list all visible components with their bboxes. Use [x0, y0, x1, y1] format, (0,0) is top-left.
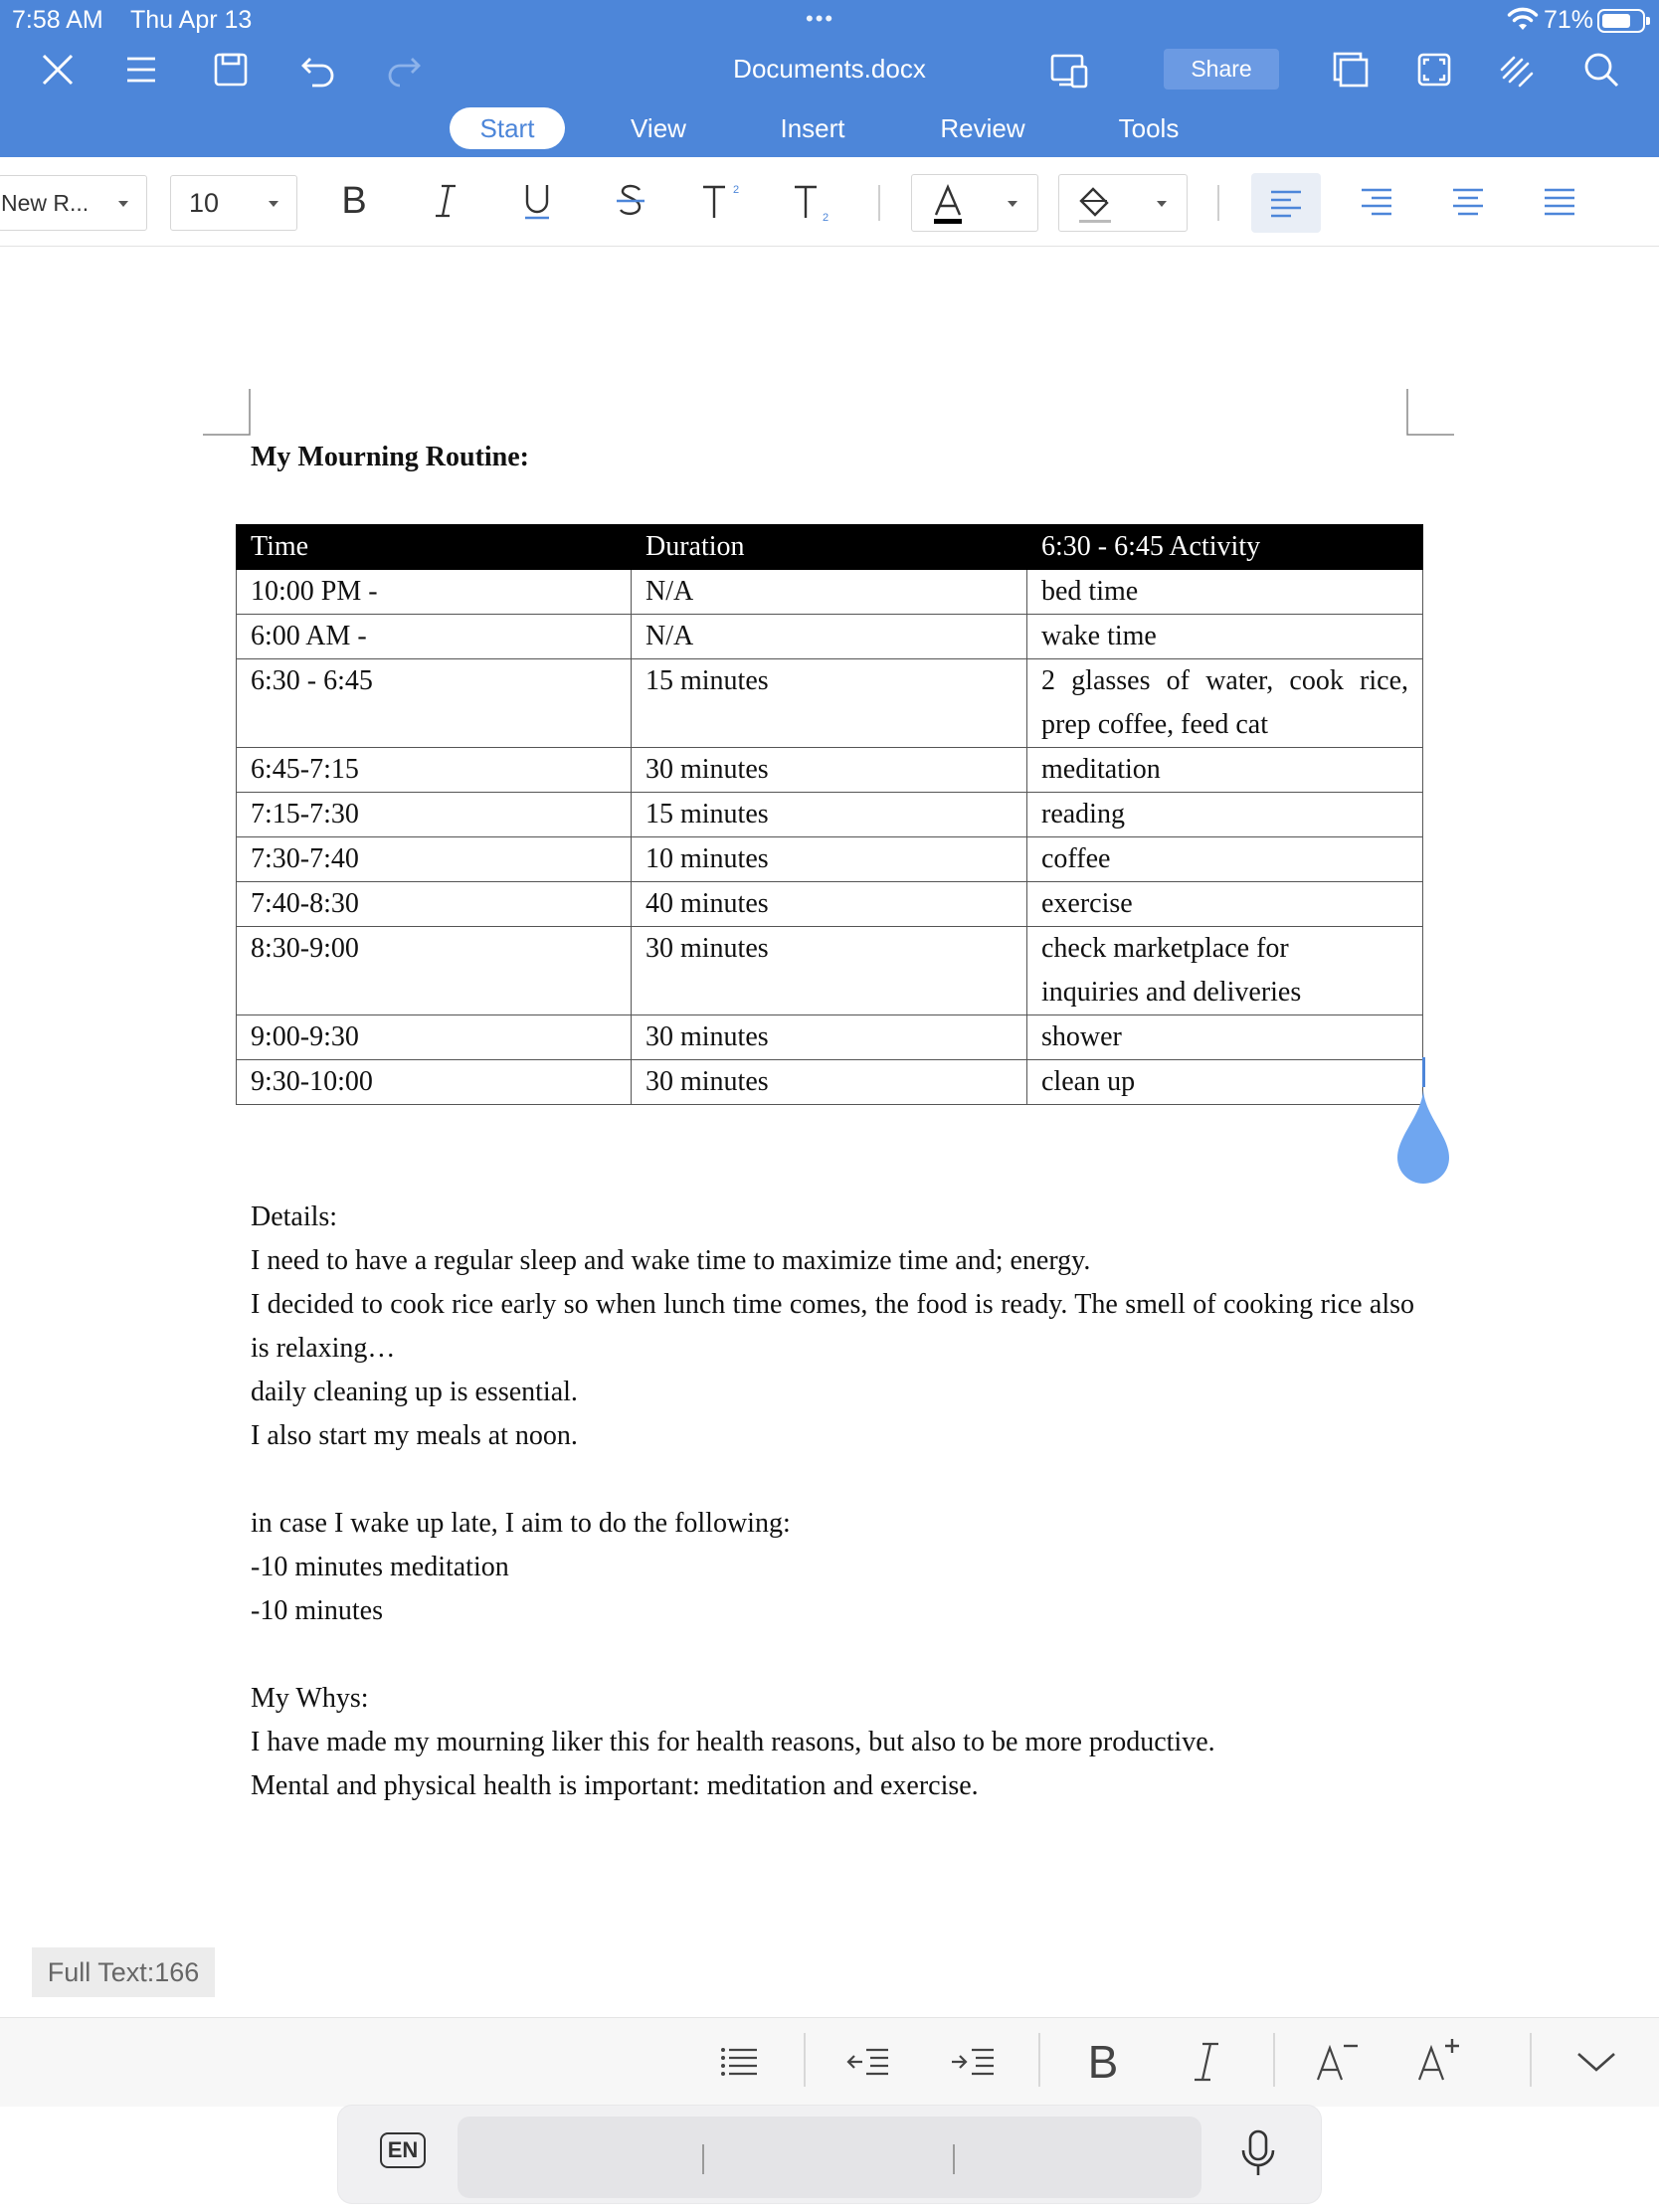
dismiss-keyboard-button[interactable]: [1564, 2029, 1629, 2095]
chevron-down-icon: [1570, 2036, 1622, 2088]
tab-start[interactable]: Start: [450, 107, 565, 149]
close-icon: [38, 50, 78, 90]
table-cell[interactable]: 9:00-9:30: [237, 1015, 632, 1060]
paragraph: in case I wake up late, I aim to do the following:: [251, 1508, 791, 1539]
tab-tools[interactable]: Tools: [1118, 112, 1180, 143]
toolbar-divider: [1273, 2033, 1275, 2087]
table-row: [237, 793, 1423, 837]
outdent-icon: [842, 2036, 894, 2088]
superscript-button[interactable]: [690, 171, 750, 231]
bold-icon: [331, 178, 377, 224]
table-cell[interactable]: 9:30-10:00: [237, 1060, 632, 1105]
redo-button[interactable]: [382, 48, 426, 92]
copy-pages-icon: [1331, 50, 1371, 90]
underline-icon: [514, 178, 560, 224]
font-color-select[interactable]: [911, 174, 1038, 232]
ribbon-tabs: [0, 105, 1659, 153]
italic-icon: [1181, 2036, 1232, 2088]
highlight-color-select[interactable]: [1058, 174, 1188, 232]
close-button[interactable]: [36, 48, 80, 92]
suggestion-divider: [702, 2144, 704, 2174]
toolbar-divider: [1217, 185, 1219, 221]
bullet-list-button[interactable]: [706, 2029, 772, 2095]
italic-button[interactable]: [416, 171, 475, 231]
table-cell[interactable]: exercise: [1027, 882, 1423, 927]
font-decrease-icon: [1312, 2036, 1364, 2088]
cell-line: check marketplace for: [1041, 933, 1289, 964]
table-cell[interactable]: [1027, 659, 1423, 748]
toolbar-divider: [1530, 2033, 1532, 2087]
table-cell[interactable]: wake time: [1027, 615, 1423, 659]
chevron-down-icon: [118, 201, 128, 207]
paragraph: -10 minutes: [251, 1595, 383, 1626]
table-cell[interactable]: 15 minutes: [632, 793, 1027, 837]
toolbar-divider: [878, 185, 880, 221]
table-cell[interactable]: bed time: [1027, 570, 1423, 615]
table-cell[interactable]: 30 minutes: [632, 748, 1027, 793]
paragraph: My Whys:: [251, 1683, 369, 1714]
redo-icon: [384, 50, 424, 90]
underline-button[interactable]: [507, 171, 567, 231]
align-right-icon: [1354, 178, 1399, 224]
list-icon: [713, 2036, 765, 2088]
paragraph: Mental and physical health is important: meditation and exercise.: [251, 1770, 979, 1801]
table-row: [237, 748, 1423, 793]
decrease-font-button[interactable]: [1305, 2029, 1371, 2095]
status-bar: [0, 0, 1659, 40]
paint-bucket-icon: [1073, 183, 1117, 225]
table-row: [237, 882, 1423, 927]
chevron-down-icon: [1157, 201, 1167, 207]
subscript-icon: [789, 178, 834, 224]
paragraph: daily cleaning up is essential.: [251, 1377, 578, 1407]
table-cell[interactable]: [1027, 927, 1423, 1015]
share-button[interactable]: Share: [1164, 49, 1279, 90]
align-center-button[interactable]: [1438, 171, 1498, 231]
menu-button[interactable]: [119, 48, 163, 92]
search-button[interactable]: [1579, 48, 1623, 92]
table-row: [237, 837, 1423, 882]
battery-icon: [1597, 9, 1645, 33]
save-icon: [211, 50, 251, 90]
paragraph: I need to have a regular sleep and wake time to maximize time and; energy.: [251, 1245, 1091, 1276]
table-row: [237, 570, 1423, 615]
font-size-select[interactable]: [170, 175, 297, 231]
table-cell[interactable]: reading: [1027, 793, 1423, 837]
pen-draw-icon: [1496, 50, 1536, 90]
multitasking-dots[interactable]: •••: [806, 6, 835, 31]
strikethrough-icon: [608, 178, 653, 224]
pages-button[interactable]: [1329, 48, 1373, 92]
cell-line: prep coffee, feed cat: [1041, 709, 1268, 740]
menu-icon: [121, 50, 161, 90]
svg-text:2: 2: [823, 212, 830, 224]
table-cell[interactable]: 8:30-9:00: [237, 927, 632, 1015]
page-corner-mark: [1406, 388, 1454, 436]
table-cell[interactable]: meditation: [1027, 748, 1423, 793]
font-increase-icon: [1413, 2036, 1465, 2088]
wifi-icon: [1506, 6, 1540, 32]
app-header: [0, 0, 1659, 157]
increase-font-button[interactable]: [1406, 2029, 1472, 2095]
bold-shortcut-button[interactable]: [1070, 2029, 1136, 2095]
chevron-down-icon: [1008, 201, 1017, 207]
table-cell[interactable]: 6:30 - 6:45: [237, 659, 632, 748]
align-center-icon: [1445, 178, 1491, 224]
increase-indent-button[interactable]: [941, 2029, 1007, 2095]
table-cell[interactable]: shower: [1027, 1015, 1423, 1060]
paragraph: I decided to cook rice early so when lunch time comes, the food is ready. The smell of cooking rice also is relaxing…: [251, 1289, 1414, 1364]
table-cell[interactable]: 7:15-7:30: [237, 793, 632, 837]
chevron-down-icon: [269, 201, 278, 207]
paragraph: I have made my mourning liker this for health reasons, but also to be more productive.: [251, 1727, 1215, 1757]
tab-review[interactable]: Review: [940, 112, 1025, 143]
predictive-text-bar[interactable]: [458, 2117, 1201, 2198]
table-cell[interactable]: 40 minutes: [632, 882, 1027, 927]
table-row: [237, 615, 1423, 659]
paragraph: -10 minutes meditation: [251, 1552, 509, 1582]
tab-view[interactable]: View: [631, 112, 686, 143]
save-button[interactable]: [209, 48, 253, 92]
superscript-icon: [697, 178, 743, 224]
align-left-button[interactable]: [1251, 173, 1321, 233]
table-header-row: [237, 525, 1423, 570]
font-name-value: New R...: [1, 189, 90, 216]
tab-insert[interactable]: Insert: [780, 112, 845, 143]
table-cell[interactable]: 30 minutes: [632, 927, 1027, 1015]
selection-handle-icon[interactable]: [1395, 1086, 1451, 1186]
undo-icon: [298, 50, 338, 90]
bold-icon: [1077, 2036, 1129, 2088]
draw-button[interactable]: [1494, 48, 1538, 92]
align-right-button[interactable]: [1347, 171, 1406, 231]
table-cell[interactable]: 30 minutes: [632, 1015, 1027, 1060]
font-color-icon: [926, 181, 970, 227]
toolbar-divider: [1038, 2033, 1040, 2087]
search-icon: [1581, 50, 1621, 90]
device-layout-button[interactable]: [1047, 48, 1091, 92]
svg-text:B: B: [341, 180, 367, 222]
page-corner-mark: [203, 388, 251, 436]
svg-text:2: 2: [733, 184, 740, 196]
table-cell[interactable]: 7:40-8:30: [237, 882, 632, 927]
document-heading[interactable]: My Mourning Routine:: [251, 442, 529, 472]
bold-button[interactable]: [324, 171, 384, 231]
svg-text:B: B: [1087, 2036, 1119, 2088]
battery-percent: 71%: [1544, 6, 1594, 34]
table-header-cell[interactable]: Duration: [632, 525, 1027, 570]
microphone-icon[interactable]: [1237, 2128, 1279, 2178]
table-cell[interactable]: clean up: [1027, 1060, 1423, 1105]
indent-icon: [948, 2036, 1000, 2088]
paragraph: [251, 1458, 1414, 1502]
word-count-badge[interactable]: Full Text:166: [32, 1947, 215, 1997]
fullscreen-icon: [1414, 50, 1454, 90]
status-date: Thu Apr 13: [130, 6, 253, 34]
table-cell[interactable]: N/A: [632, 570, 1027, 615]
table-cell[interactable]: 6:45-7:15: [237, 748, 632, 793]
undo-button[interactable]: [296, 48, 340, 92]
suggestion-divider: [953, 2144, 955, 2174]
paragraph: [251, 1633, 1414, 1677]
toolbar-divider: [804, 2033, 806, 2087]
table-row: [237, 659, 1423, 748]
paragraph: I also start my meals at noon.: [251, 1420, 578, 1451]
font-name-select[interactable]: [0, 175, 147, 231]
cell-line: 2 glasses of water, cook rice,: [1041, 665, 1408, 696]
table-header-cell[interactable]: Time: [237, 525, 632, 570]
font-size-value: 10: [189, 187, 220, 218]
subscript-button[interactable]: [782, 171, 841, 231]
table-row: [237, 1015, 1423, 1060]
status-time: 7:58 AM: [12, 6, 103, 34]
table-cell[interactable]: coffee: [1027, 837, 1423, 882]
table-cell[interactable]: 15 minutes: [632, 659, 1027, 748]
paragraph: Details:: [251, 1201, 338, 1232]
align-left-icon: [1263, 180, 1309, 226]
routine-table[interactable]: [236, 524, 1423, 1105]
table-header-cell[interactable]: 6:30 - 6:45 Activity: [1027, 525, 1423, 570]
table-cell[interactable]: N/A: [632, 615, 1027, 659]
language-key[interactable]: EN: [380, 2132, 426, 2168]
table-cell[interactable]: 6:00 AM -: [237, 615, 632, 659]
table-cell[interactable]: 10:00 PM -: [237, 570, 632, 615]
text-cursor: [1422, 1057, 1425, 1087]
fullscreen-button[interactable]: [1412, 48, 1456, 92]
italic-shortcut-button[interactable]: [1174, 2029, 1239, 2095]
table-row: [237, 927, 1423, 1015]
align-justify-button[interactable]: [1530, 171, 1589, 231]
devices-icon: [1049, 50, 1089, 90]
table-cell[interactable]: 7:30-7:40: [237, 837, 632, 882]
strikethrough-button[interactable]: [601, 171, 660, 231]
italic-icon: [423, 178, 468, 224]
cell-line: inquiries and deliveries: [1041, 977, 1302, 1008]
table-row: [237, 1060, 1423, 1105]
table-cell[interactable]: 30 minutes: [632, 1060, 1027, 1105]
document-title[interactable]: Documents.docx: [733, 54, 926, 84]
align-justify-icon: [1537, 178, 1582, 224]
document-body[interactable]: [251, 1196, 1414, 1808]
table-cell[interactable]: 10 minutes: [632, 837, 1027, 882]
decrease-indent-button[interactable]: [835, 2029, 901, 2095]
